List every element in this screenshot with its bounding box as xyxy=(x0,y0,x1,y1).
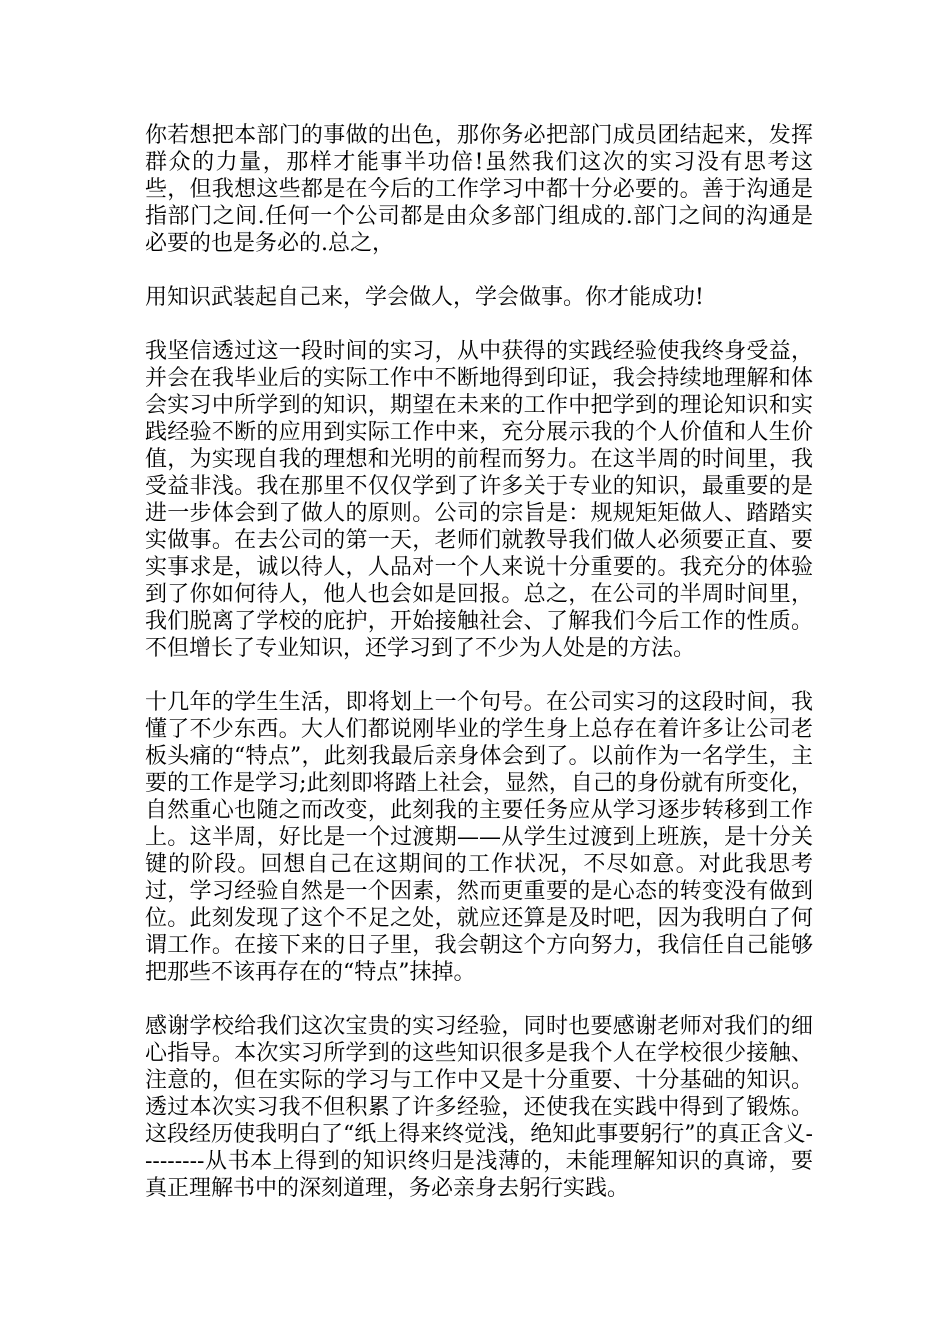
paragraph-3: 我坚信透过这一段时间的实习，从中获得的实践经验使我终身受益，并会在我毕业后的实际工作中不断地得到印证，我会持续地理解和体会实习中所学到的知识，期望在未来的工作中把学到的理论知识和实践经验不断的应用到实际工作中来，充分展示我的个人价值和人生价值，为实现自我的理想和光明的前程而努力。在这半周的时间里，我受益非浅。我在那里不仅仅学到了许多关于专业的知识，最重要的是进一步体会到了做人的原则。公司的宗旨是：规规矩矩做人、踏踏实实做事。在去公司的第一天，老师们就教导我们做人必须要正直、要实事求是，诚以待人，人品对一个人来说十分重要的。我充分的体验到了你如何待人，他人也会如是回报。总之，在公司的半周时间里，我们脱离了学校的庇护，开始接触社会、了解我们今后工作的性质。不但增长了专业知识，还学习到了不少为人处是的方法。 xyxy=(145,339,813,661)
paragraph-4: 十几年的学生生活，即将划上一个句号。在公司实习的这段时间，我懂了不少东西。大人们都说刚毕业的学生身上总存在着许多让公司老板头痛的“特点”，此刻我最后亲身体会到了。以前作为一名学生，主要的工作是学习;此刻即将踏上社会，显然，自己的身份就有所变化，自然重心也随之而改变，此刻我的主要任务应从学习逐步转移到工作上。这半周，好比是一个过渡期——从学生过渡到上班族，是十分关键的阶段。回想自己在这期间的工作状况，不尽如意。对此我思考过，学习经验自然是一个因素，然而更重要的是心态的转变没有做到位。此刻发现了这个不足之处，就应还算是及时吧，因为我明白了何谓工作。在接下来的日子里，我会朝这个方向努力，我信任自己能够把那些不该再存在的“特点”抹掉。 xyxy=(145,690,813,985)
paragraph-2: 用知识武装起自己来，学会做人，学会做事。你才能成功! xyxy=(145,285,704,310)
paragraph-1: 你若想把本部门的事做的出色，那你务必把部门成员团结起来，发挥群众的力量，那样才能事半功倍!虽然我们这次的实习没有思考这些，但我想这些都是在今后的工作学习中都十分必要的。善于沟通是指部门之间.任何一个公司都是由众多部门组成的.部门之间的沟通是必要的也是务必的.总之， xyxy=(145,123,813,256)
document-page xyxy=(145,122,813,1229)
paragraph-5: 感谢学校给我们这次宝贵的实习经验，同时也要感谢老师对我们的细心指导。本次实习所学到的这些知识很多是我个人在学校很少接触、注意的，但在实际的学习与工作中又是十分重要、十分基础的知识。透过本次实习我不但积累了许多经验，还使我在实践中得到了锻炼。这段经历使我明白了“纸上得来终觉浅，绝知此事要躬行”的真正含义---------从书本上得到的知识终归是浅薄的，未能理解知识的真谛，要真正理解书中的深刻道理，务必亲身去躬行实践。 xyxy=(145,1014,813,1201)
